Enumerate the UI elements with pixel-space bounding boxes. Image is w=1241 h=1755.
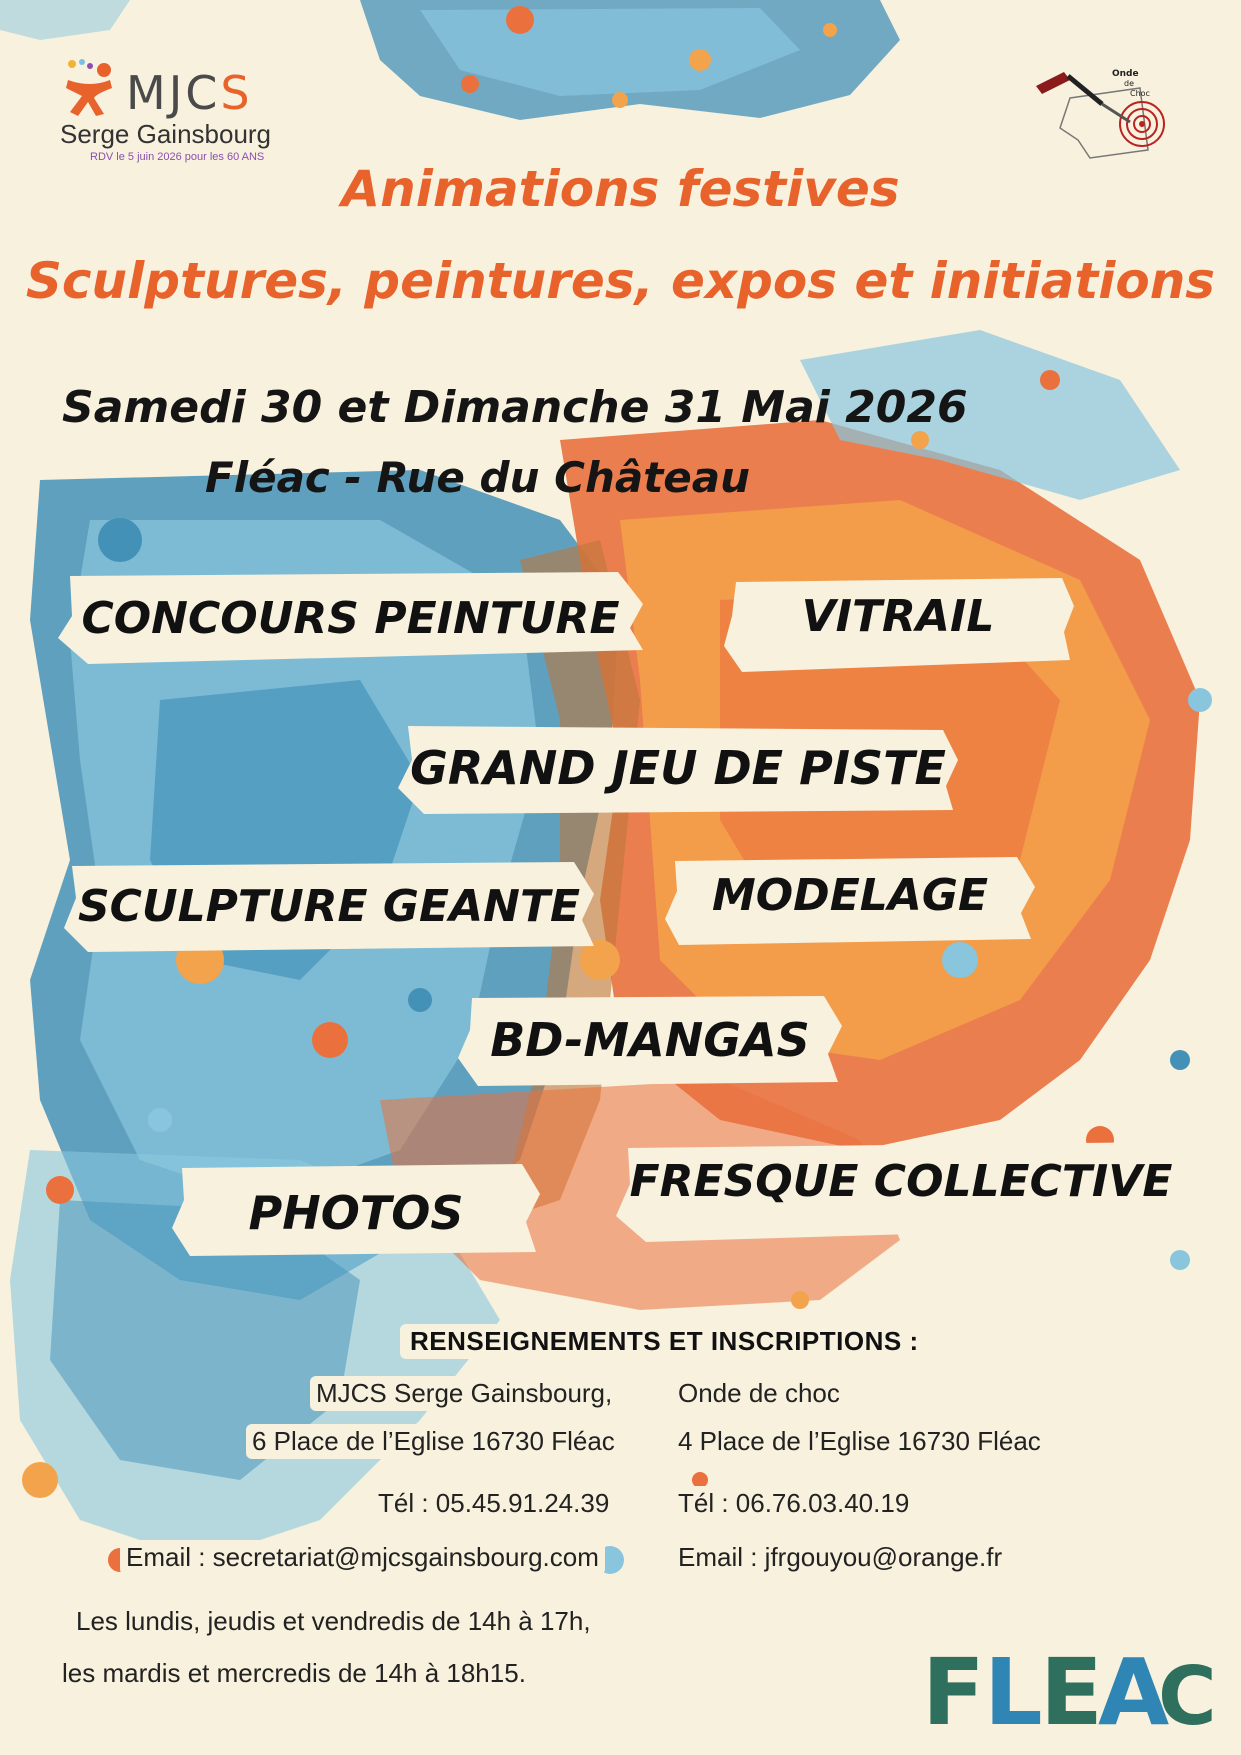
mjcs-info-name: MJCS Serge Gainsbourg, — [310, 1376, 618, 1411]
mjcs-info-hours-1: Les lundis, jeudis et vendredis de 14h à 17h, — [70, 1604, 597, 1639]
onde-info-phone: Tél : 06.76.03.40.19 — [672, 1486, 915, 1521]
mjcs-info-email: Email : secretariat@mjcsgainsbourg.com — [120, 1540, 605, 1575]
mjcs-info-hours-2: les mardis et mercredis de 14h à 18h15. — [56, 1656, 532, 1691]
svg-text:Choc: Choc — [1130, 89, 1150, 98]
mjcs-figure-icon — [60, 58, 122, 120]
svg-text:Onde: Onde — [1112, 69, 1139, 79]
event-date: Samedi 30 et Dimanche 31 Mai 2026 — [62, 382, 968, 433]
svg-text:A: A — [1098, 1639, 1170, 1746]
onde-info-address: 4 Place de l’Eglise 16730 Fléac — [672, 1424, 1047, 1459]
event-place: Fléac - Rue du Château — [205, 453, 750, 502]
mjcs-info-phone: Tél : 05.45.91.24.39 — [372, 1486, 615, 1521]
activity-grand-jeu-de-piste: GRAND JEU DE PISTE — [398, 720, 958, 816]
mjcs-name: MJCS — [126, 66, 253, 120]
onde-info-name: Onde de choc — [672, 1376, 846, 1411]
title-line-1: Animations festives — [341, 160, 900, 218]
mjcs-info-address: 6 Place de l’Eglise 16730 Fléac — [246, 1424, 621, 1459]
activity-vitrail: VITRAIL — [722, 576, 1074, 674]
activity-bd-mangas: BD-MANGAS — [458, 992, 842, 1088]
mjcs-tagline: RDV le 5 juin 2026 pour les 60 ANS — [90, 151, 265, 163]
svg-text:E: E — [1040, 1639, 1103, 1746]
onde-de-choc-logo — [1030, 58, 1190, 166]
svg-text:F: F — [922, 1639, 985, 1746]
onde-info-email: Email : jfrgouyou@orange.fr — [672, 1540, 1008, 1575]
activity-photos: PHOTOS — [172, 1160, 540, 1260]
activity-fresque-collective: FRESQUE COLLECTIVE — [616, 1140, 1186, 1244]
info-title: RENSEIGNEMENTS ET INSCRIPTIONS : — [400, 1324, 929, 1359]
svg-text:C: C — [1158, 1650, 1217, 1743]
fleac-logo — [922, 1638, 1217, 1746]
activity-sculpture-geante: SCULPTURE GEANTE — [64, 858, 594, 954]
svg-text:de: de — [1124, 79, 1134, 88]
svg-text:L: L — [984, 1639, 1043, 1746]
mjcs-subtitle: Serge Gainsbourg — [60, 119, 272, 149]
activity-modelage: MODELAGE — [665, 855, 1035, 947]
mjcs-logo — [52, 46, 312, 174]
title-line-2: Sculptures, peintures, expos et initiations — [25, 252, 1216, 310]
activity-concours-peinture: CONCOURS PEINTURE — [58, 568, 643, 668]
